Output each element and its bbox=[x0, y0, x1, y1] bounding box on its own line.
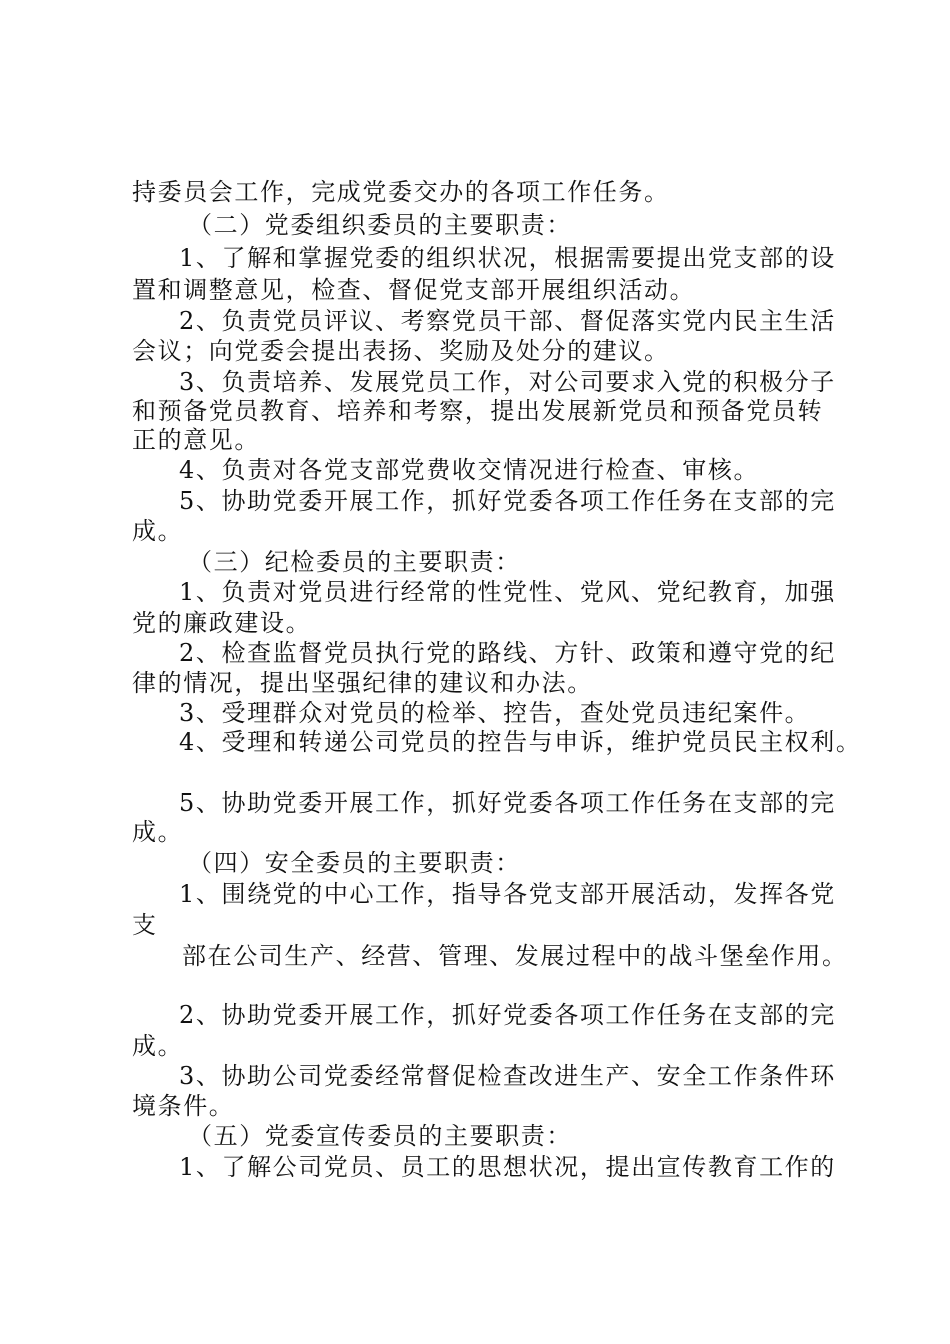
text-line: 1、负责对党员进行经常的性党性、党风、党纪教育，加强 bbox=[179, 578, 836, 606]
text-line: 支 bbox=[132, 911, 158, 939]
text-line: 2、协助党委开展工作，抓好党委各项工作任务在支部的完 bbox=[179, 1001, 836, 1029]
text-line: 3、负责培养、发展党员工作，对公司要求入党的积极分子 bbox=[179, 368, 836, 396]
text-line: 2、检查监督党员执行党的路线、方针、政策和遵守党的纪 bbox=[179, 639, 836, 667]
text-line: 4、受理和转递公司党员的控告与申诉，维护党员民主权利。 bbox=[179, 728, 862, 756]
text-line: 置和调整意见，检查、督促党支部开展组织活动。 bbox=[132, 276, 696, 304]
section-heading: （四）安全委员的主要职责： bbox=[188, 849, 521, 877]
text-line: 5、协助党委开展工作，抓好党委各项工作任务在支部的完 bbox=[179, 789, 836, 817]
text-line: 成。 bbox=[132, 818, 184, 846]
text-line: 3、受理群众对党员的检举、控告，查处党员违纪案件。 bbox=[179, 699, 811, 727]
text-line: 成。 bbox=[132, 517, 184, 545]
text-line: 1、围绕党的中心工作，指导各党支部开展活动，发挥各党 bbox=[179, 880, 836, 908]
text-line: 成。 bbox=[132, 1032, 184, 1060]
text-line: 会议；向党委会提出表扬、奖励及处分的建议。 bbox=[132, 337, 670, 365]
text-line: 3、协助公司党委经常督促检查改进生产、安全工作条件环 bbox=[179, 1062, 836, 1090]
section-heading: （三）纪检委员的主要职责： bbox=[188, 548, 521, 576]
section-heading: （五）党委宣传委员的主要职责： bbox=[188, 1122, 572, 1150]
text-line: 境条件。 bbox=[132, 1092, 235, 1120]
section-heading: （二）党委组织委员的主要职责： bbox=[188, 211, 572, 239]
text-line: 2、负责党员评议、考察党员干部、督促落实党内民主生活 bbox=[179, 307, 836, 335]
text-line: 和预备党员教育、培养和考察，提出发展新党员和预备党员转 bbox=[132, 397, 824, 425]
text-line: 5、协助党委开展工作，抓好党委各项工作任务在支部的完 bbox=[179, 487, 836, 515]
text-line: 持委员会工作，完成党委交办的各项工作任务。 bbox=[132, 178, 670, 206]
text-line: 律的情况，提出坚强纪律的建议和办法。 bbox=[132, 669, 593, 697]
text-line: 正的意见。 bbox=[132, 426, 260, 454]
text-line: 党的廉政建设。 bbox=[132, 609, 312, 637]
text-line: 1、了解公司党员、员工的思想状况，提出宣传教育工作的 bbox=[179, 1153, 836, 1181]
text-line: 1、了解和掌握党委的组织状况，根据需要提出党支部的设 bbox=[179, 244, 836, 272]
text-line: 部在公司生产、经营、管理、发展过程中的战斗堡垒作用。 bbox=[182, 942, 848, 970]
text-line: 4、负责对各党支部党费收交情况进行检查、审核。 bbox=[179, 456, 760, 484]
